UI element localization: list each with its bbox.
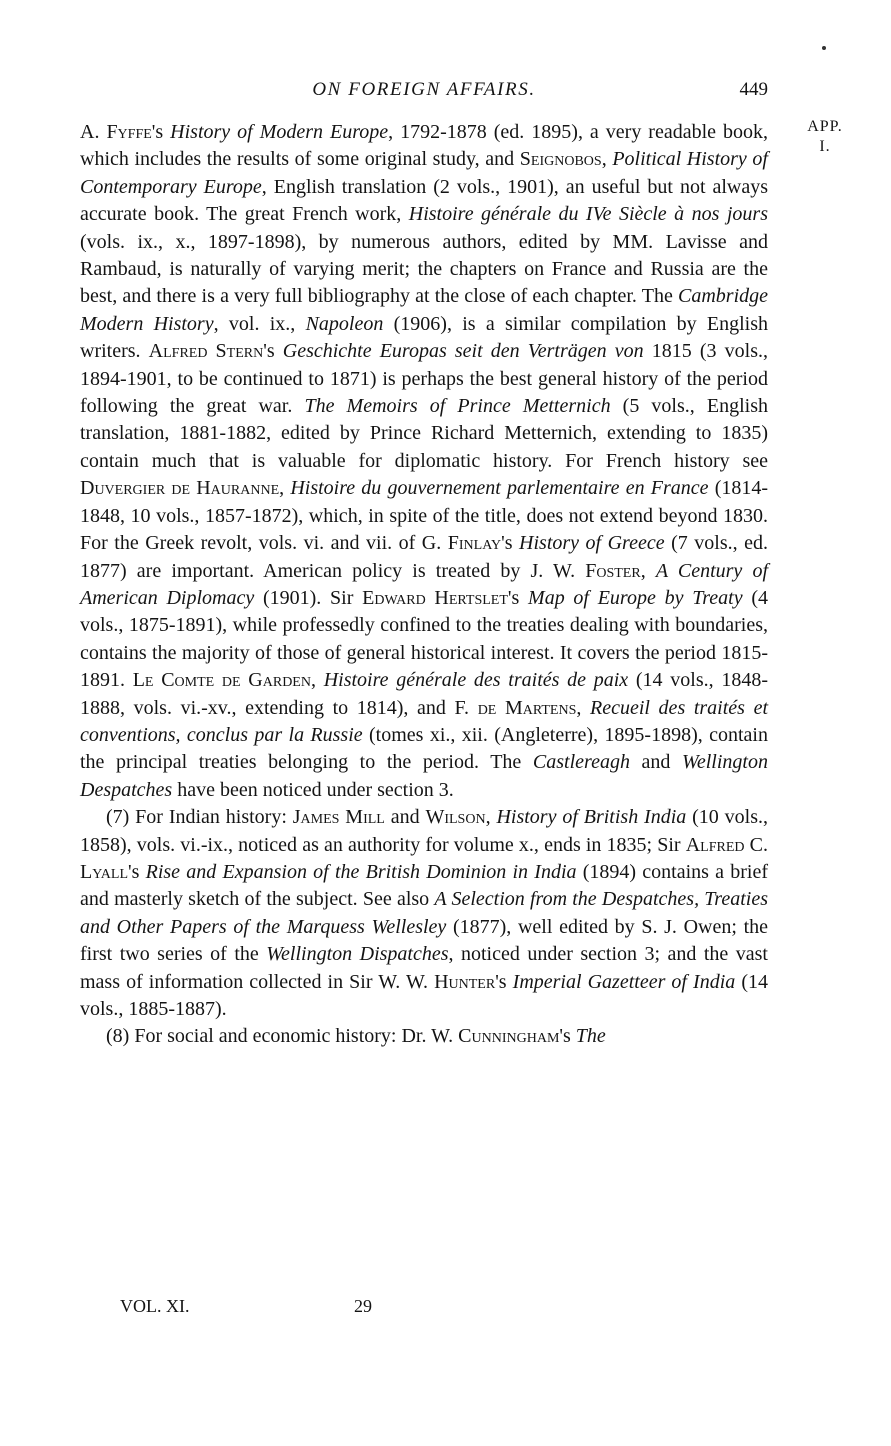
author-name: Hunter <box>434 970 496 993</box>
text-run: , <box>310 669 324 692</box>
italic-title: A Century of American Diplomacy <box>80 559 768 609</box>
text-run: 's <box>263 340 283 363</box>
author-name: Alfred C. Lyall <box>80 833 768 883</box>
italic-title: Wellington Despatches <box>80 751 768 801</box>
running-head <box>80 74 768 106</box>
italic-title: Recueil des traités et conventions, conclus par la Russie <box>80 696 769 746</box>
text-run: (4 vols., 1875-1891), while professedly confined to the treaties dealing with boundaries, contains the majority of those of general historical interest. It covers the period 1815-1891. <box>80 586 768 692</box>
italic-title: The Memoirs of Prince Metternich <box>304 395 611 418</box>
body-text <box>80 119 768 1051</box>
text-run: , noticed under section 3; and the vast mass of information collected in Sir W. W. <box>80 943 768 993</box>
italic-title: Geschichte Europas seit den Verträgen von <box>282 340 644 363</box>
author-name: Cunningham <box>458 1025 560 1048</box>
margin-note <box>799 117 851 157</box>
text-run: 1815 (3 vols., 1894-1901, to be continued to 1871) is perhaps the best general history of the period following the great war. <box>80 340 768 418</box>
italic-title: Wellington Dispatches <box>266 943 449 966</box>
page-number: 449 <box>739 79 768 100</box>
italic-title: Cambridge Modern History <box>80 285 768 335</box>
margin-note-number: I. <box>819 138 831 155</box>
signature-mark: 29 <box>354 1296 372 1316</box>
text-run: , <box>601 148 613 171</box>
text-run: 's <box>151 121 171 143</box>
italic-title: Histoire du gouvernement parlementaire en France <box>290 477 709 500</box>
text-run: (14 vols., 1848-1888, vols. vi.-xv., extending to 1814), and F. <box>80 669 768 719</box>
text-run: A. <box>80 121 107 143</box>
paragraph-social-economic-history <box>80 1023 768 1050</box>
volume-label: VOL. XI. <box>120 1296 190 1316</box>
paragraph-bibliography-europe <box>80 119 768 804</box>
text-run: and <box>384 806 426 829</box>
text-run: (7) For Indian history: <box>106 806 293 829</box>
author-name: James Mill <box>292 806 385 829</box>
text-run: (vols. ix., x., 1897-1898), by numerous authors, edited by MM. Lavisse and Rambaud, is naturally of varying merit; the chapters on France and Russia are the best, and there is a very full bibliography at the close of each chapter. The <box>80 230 768 308</box>
author-name: Foster <box>585 559 641 582</box>
italic-title: History of Modern Europe <box>170 121 389 143</box>
ink-speck <box>822 46 826 50</box>
author-name: Edward Hertslet <box>362 586 508 609</box>
text-run: (14 vols., 1885-1887). <box>80 970 769 1020</box>
author-name: Wilson <box>425 806 486 829</box>
italic-title: History of Greece <box>519 532 665 555</box>
text-run: , <box>485 806 497 829</box>
running-head-title: ON FOREIGN AFFAIRS. <box>312 79 536 100</box>
page-footer <box>120 1292 372 1320</box>
text-run: (7 vols., ed. 1877) are important. American policy is treated by J. W. <box>80 532 768 582</box>
text-run: (5 vols., English translation, 1881-1882, edited by Prince Richard Metternich, extending to 1835) contain much that is valuable for diplomatic history. For French history see <box>80 395 768 472</box>
paragraph-indian-history <box>80 804 768 1023</box>
italic-title: Castlereagh <box>532 751 630 774</box>
text-run: 's <box>559 1025 576 1048</box>
author-name: Duvergier de Hauranne <box>80 477 280 500</box>
italic-title: Map of Europe by Treaty <box>528 586 743 609</box>
text-run: , <box>279 477 291 500</box>
text-run: , <box>640 559 656 582</box>
author-name: Finlay <box>447 532 502 555</box>
author-name: Seignobos <box>519 148 602 171</box>
italic-title: Political History of Contemporary Europe <box>80 148 768 198</box>
italic-title: Histoire générale des traités de paix <box>323 669 629 692</box>
author-name: Le Comte de Garden <box>132 669 311 692</box>
text-run: (tomes xi., xii. (Angleterre), 1895-1898), contain the principal treaties belonging to the period. The <box>80 723 768 774</box>
text-run: 's <box>495 970 513 993</box>
italic-title: Imperial Gazetteer of India <box>512 970 736 993</box>
author-name: Alfred Stern <box>148 340 264 363</box>
italic-title: A Selection from the Despatches, Treaties and Other Papers of the Marquess Wellesley <box>80 888 768 938</box>
text-run: (1814-1848, 10 vols., 1857-1872), which, in spite of the title, does not extend beyond 1830. For the Greek revolt, vols. vi. and vii. of G. <box>80 477 769 555</box>
text-run: (1901). Sir <box>254 586 363 609</box>
text-run: and <box>629 751 683 774</box>
author-name: Fyffe <box>106 121 152 143</box>
text-run: (1894) contains a brief and masterly sketch of the subject. See also <box>80 860 768 911</box>
text-run: 's <box>507 586 529 609</box>
italic-title: Rise and Expansion of the British Dominion in India <box>145 860 577 883</box>
text-run: 's <box>501 532 520 555</box>
italic-title: The <box>575 1025 606 1048</box>
text-run: , 1792-1878 (ed. 1895), a very readable book, which includes the results of some original study, and <box>80 121 769 171</box>
text-run: have been noticed under section 3. <box>172 778 454 801</box>
margin-note-appendix: APP. <box>807 118 843 135</box>
text-run: , vol. ix., <box>213 312 306 335</box>
text-run: (1877), well edited by S. J. Owen; the first two series of the <box>80 915 769 966</box>
italic-title: Napoleon <box>305 312 384 335</box>
text-run: (1906), is a similar compilation by English writers. <box>80 312 769 363</box>
text-run: (10 vols., 1858), vols. vi.-ix., noticed as an authority for volume x., ends in 1835; Sir <box>80 806 769 856</box>
author-name: de Martens <box>477 696 577 719</box>
italic-title: Histoire générale du IVe Siècle à nos jours <box>408 203 768 226</box>
text-run: , <box>576 696 590 719</box>
text-run: 's <box>128 860 146 883</box>
italic-title: History of British India <box>496 806 687 829</box>
text-run: (8) For social and economic history: Dr. W. <box>106 1025 459 1048</box>
text-run: , English translation (2 vols., 1901), an useful but not always accurate book. The great French work, <box>80 175 768 226</box>
